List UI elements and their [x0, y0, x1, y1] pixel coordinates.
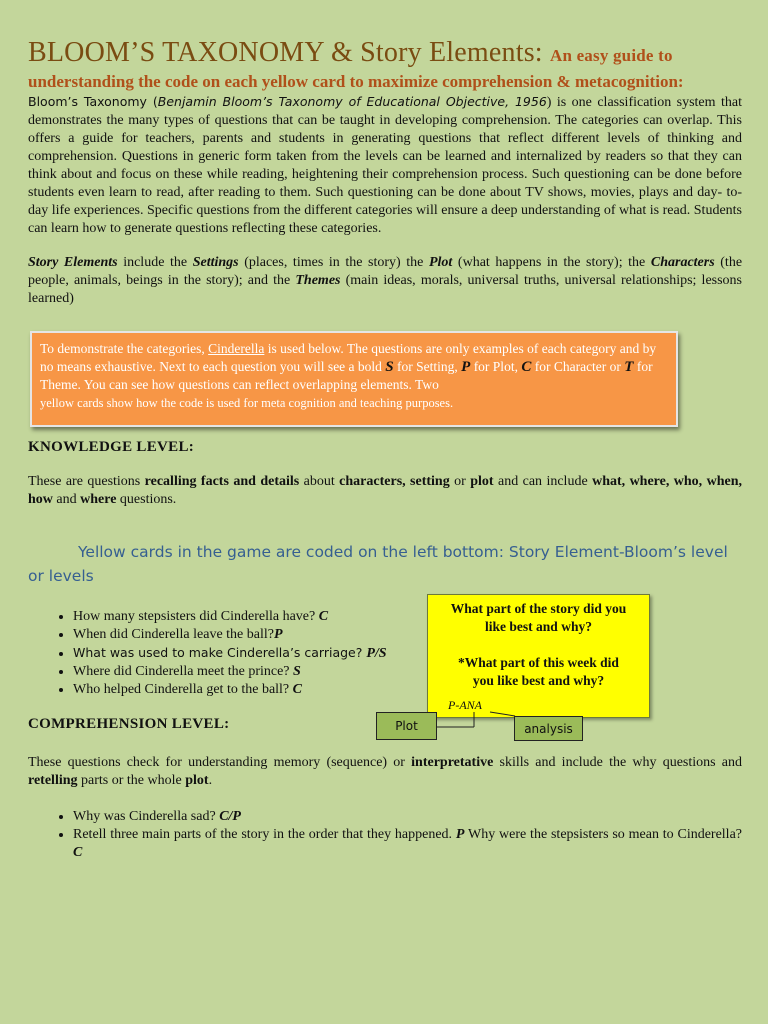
story-elements-paragraph: Story Elements include the Settings (places, times in the story) the Plot (what happens in the story); the Characters (the people, animals, beings in the story); and the Themes (main ideas, morals, universal truths, universal relationships; lessons learned): [28, 255, 743, 306]
list-item: • When did Cinderella leave the ball?P: [73, 626, 473, 644]
comprehension-heading: COMPREHENSION LEVEL:: [28, 716, 230, 732]
title-main: BLOOM’S TAXONOMY & Story Elements:: [28, 37, 543, 68]
comprehension-paragraph: These questions check for understanding memory (sequence) or interpretative skills and include the why questions and retelling parts or the whole plot.: [28, 755, 742, 788]
comprehension-question-list: [28, 808, 742, 862]
list-item: • What was used to make Cinderella’s carriage? P/S: [73, 644, 473, 663]
title-sub: An easy guide to: [549, 46, 673, 65]
cinderella-callout: To demonstrate the categories, Cinderella is used below. The questions are only examples of each category and by no means exhaustive. Next to each question you will see a bold S for Setting, P for Plot, C for Character or T for Theme. You can see how questions can reflect overlapping elements. Two yellow cards show how the code is used for meta cognition and teaching purposes.: [30, 331, 678, 427]
list-item: • Retell three main parts of the story in the order that they happened. P Why were the stepsisters so mean to Cinderella? C: [73, 826, 742, 862]
list-item: • How many stepsisters did Cinderella have? C: [73, 608, 473, 626]
title-subline: understanding the code on each yellow card to maximize comprehension & metacognition:: [28, 72, 684, 91]
knowledge-heading: KNOWLEDGE LEVEL:: [28, 439, 195, 455]
card-code: P-ANA: [448, 698, 482, 712]
card-question-2: *What part of this week did you like best and why?: [458, 655, 619, 688]
list-item: • Why was Cinderella sad? C/P: [73, 808, 742, 826]
card-question-1: What part of the story did you like best and why?: [450, 601, 627, 634]
analysis-tag: analysis: [514, 716, 583, 741]
list-item: • Who helped Cinderella get to the ball? C: [73, 681, 473, 699]
knowledge-paragraph: These are questions recalling facts and details about characters, setting or plot and can include what, where, who, when, how and where questions.: [28, 474, 742, 507]
plot-tag: Plot: [376, 712, 437, 740]
list-item: • Where did Cinderella meet the prince? S: [73, 663, 473, 681]
intro-paragraph: Bloom’s Taxonomy (Benjamin Bloom’s Taxonomy of Educational Objective, 1956) is one classification system that demonstrates the many types of questions that can be taught in developing comprehension. The categories can overlap. This offers a guide for teachers, parents and students in generating questions that reflect different levels of thinking and comprehension. Questions in generic form taken from the levels can be learned and internalized by readers so that they can think about and focus on these while reading, heightening their comprehension process. Such questioning can be done before students even learn to read, after reading to them. Such questioning can be done about TV shows, movies, plays and day- to- day life experiences. Specific questions from the different categories will ensure a deep understanding of what is read. Students can learn how to generate questions reflecting these categories.: [28, 94, 742, 236]
yellow-cards-heading: Yellow cards in the game are coded on the left bottom: Story Element-Bloom’s level or levels: [28, 543, 728, 585]
